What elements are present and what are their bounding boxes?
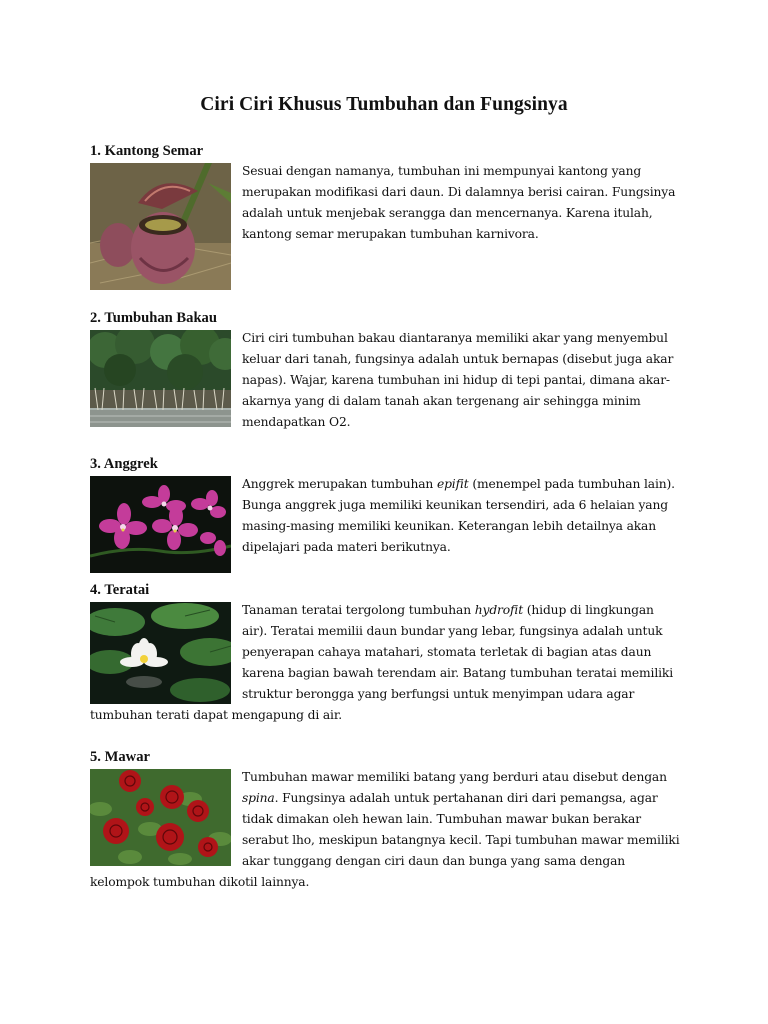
section-heading: 3. Anggrek [90,456,158,472]
section-tumbuhan-bakau [90,309,680,433]
section-kantong-semar [90,142,680,290]
rose-photo [90,769,231,866]
orchid-photo [90,476,231,573]
pitcher-plant-photo [90,163,231,290]
section-heading: 2. Tumbuhan Bakau [90,310,217,326]
section-teratai [90,581,680,726]
mangrove-photo [90,330,231,427]
emphasis-term: hydrofit [474,603,523,617]
section-mawar [90,748,680,893]
section-text: Sesuai dengan namanya, tumbuhan ini mempunyai kantong yang merupakan modifikasi dari daun. Di dalamnya berisi cairan. Fungsinya adalah untuk menjebak serangga dan mencernanya. Karena itulah, kantong semar merupakan tumbuhan karnivora. [242,164,676,241]
emphasis-term: spina [242,791,275,805]
emphasis-term: epifit [436,477,469,491]
section-heading: 5. Mawar [90,749,150,765]
section-text: Anggrek merupakan tumbuhan epifit (menempel pada tumbuhan lain). Bunga anggrek juga memiliki keunikan tersendiri, ada 6 helaian yang masing-masing memiliki keunikan. Keterangan lebih detailnya akan dipelajari pada materi berikutnya. [242,477,675,554]
section-heading: 4. Teratai [90,582,150,598]
section-text: Tumbuhan mawar memiliki batang yang berduri atau disebut dengan spina. Fungsinya adalah untuk pertahanan diri dari pemangsa, agar tidak dimakan oleh hewan lain. Tumbuhan mawar bukan berakar serabut lho, meskipun batangnya kecil. Tapi tumbuhan mawar memiliki akar tunggang dengan ciri daun dan bunga yang sama dengan kelompok tumbuhan dikotil lainnya. [90,770,680,889]
page-title: Ciri Ciri Khusus Tumbuhan dan Fungsinya [200,94,568,115]
water-lily-photo [90,602,231,704]
section-text: Tanaman teratai tergolong tumbuhan hydrofit (hidup di lingkungan air). Teratai memilii daun bundar yang lebar, fungsinya adalah untuk penyerapan cahaya matahari, stomata terletak di bagian atas daun karena bagian bawah terendam air. Batang tumbuhan teratai memiliki struktur berongga yang berfungsi untuk menyimpan udara agar tumbuhan terati dapat mengapung di air. [90,603,673,722]
section-anggrek [90,455,680,573]
section-text: Ciri ciri tumbuhan bakau diantaranya memiliki akar yang menyembul keluar dari tanah, fungsinya adalah untuk bernapas (disebut juga akar napas). Wajar, karena tumbuhan ini hidup di tepi pantai, dimana akar-akarnya yang di dalam tanah akan tergenang air sehingga minim mendapatkan O2. [242,331,674,429]
section-heading: 1. Kantong Semar [90,143,204,159]
